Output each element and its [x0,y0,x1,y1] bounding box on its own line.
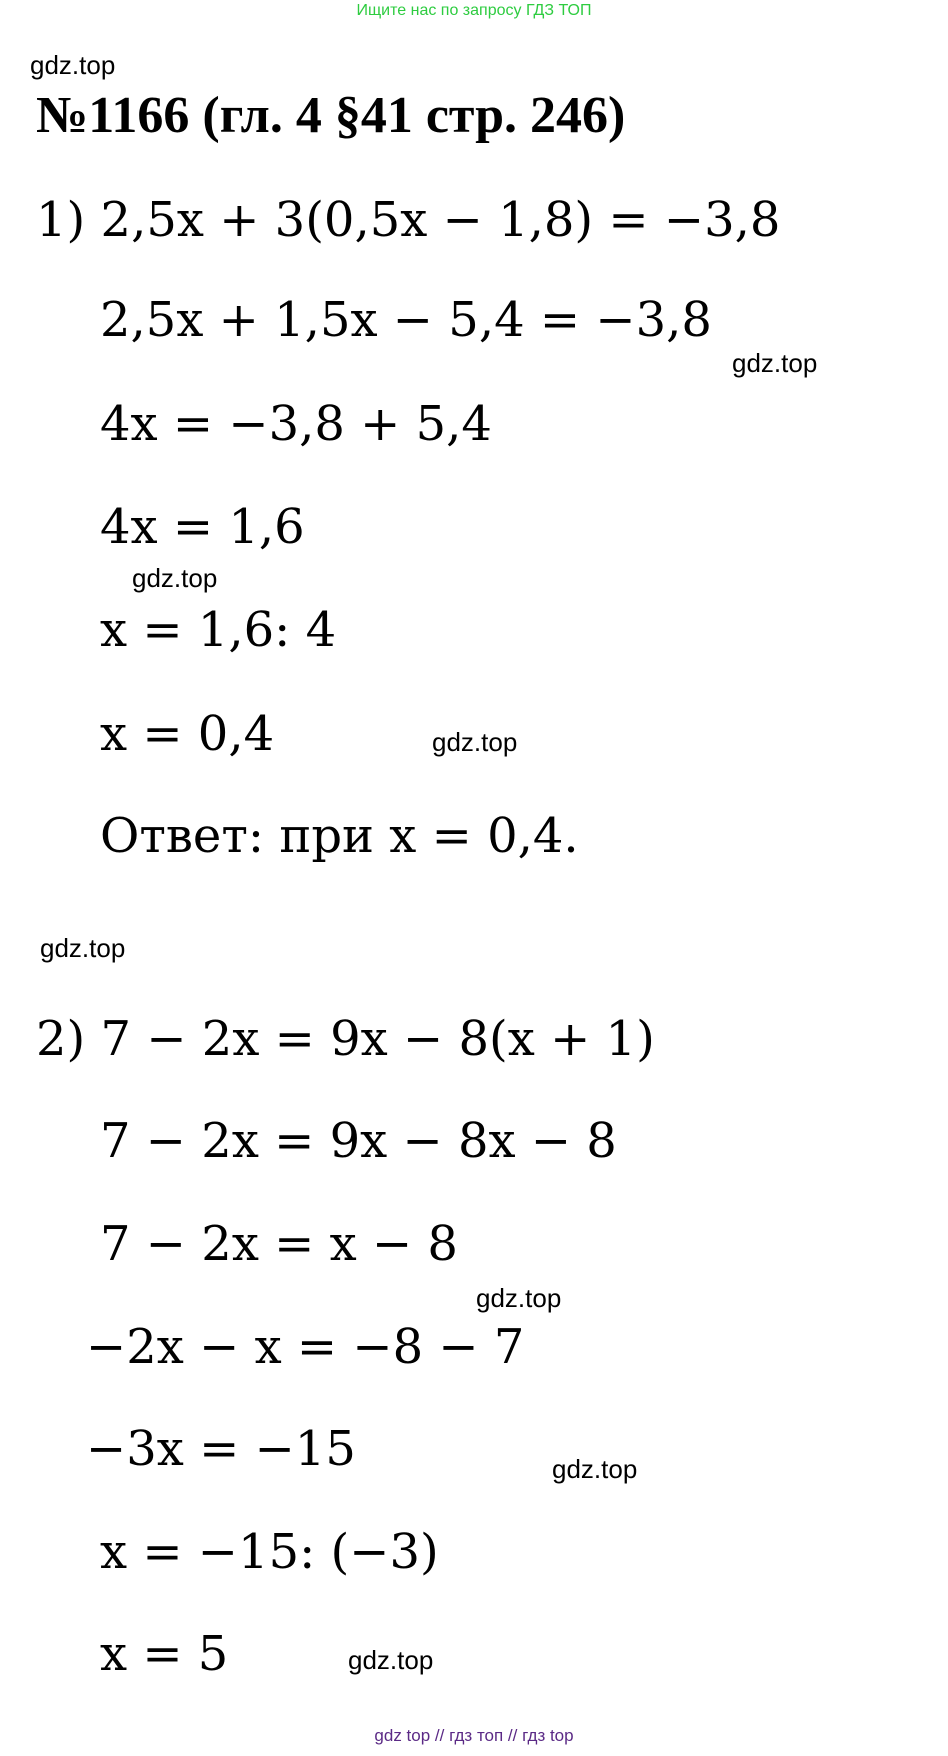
part2-step: −3x = −15 [86,1421,356,1477]
footer-links: gdz top // гдз топ // гдз top [374,1726,574,1745]
watermark: gdz.top [30,50,116,80]
watermark: gdz.top [732,348,818,378]
part1-equation: 1) 2,5x + 3(0,5x − 1,8) = −3,8 [36,192,781,248]
part1-step: 4x = 1,6 [100,499,305,555]
part2-step: −2x − x = −8 − 7 [86,1319,525,1375]
part2-step: 7 − 2x = 9x − 8x − 8 [100,1113,617,1169]
part1-step: 4x = −3,8 + 5,4 [100,396,492,452]
watermark: gdz.top [552,1454,638,1484]
part1-step: x = 1,6: 4 [100,602,337,658]
watermark: gdz.top [432,727,518,757]
watermark: gdz.top [132,563,218,593]
part1-step: 2,5x + 1,5x − 5,4 = −3,8 [100,292,712,348]
part1-answer: Ответ: при x = 0,4. [100,808,579,864]
part2-equation: 2) 7 − 2x = 9x − 8(x + 1) [36,1011,655,1067]
page-title: №1166 (гл. 4 §41 стр. 246) [36,87,626,144]
part2-result: x = 5 [100,1626,229,1682]
watermark: gdz.top [40,933,126,963]
part2-step: x = −15: (−3) [100,1524,439,1580]
part2-step: 7 − 2x = x − 8 [100,1216,458,1272]
part1-step: x = 0,4 [100,706,275,762]
watermark: gdz.top [348,1645,434,1675]
top-banner: Ищите нас по запросу ГДЗ ТОП [356,2,592,19]
watermark: gdz.top [476,1283,562,1313]
